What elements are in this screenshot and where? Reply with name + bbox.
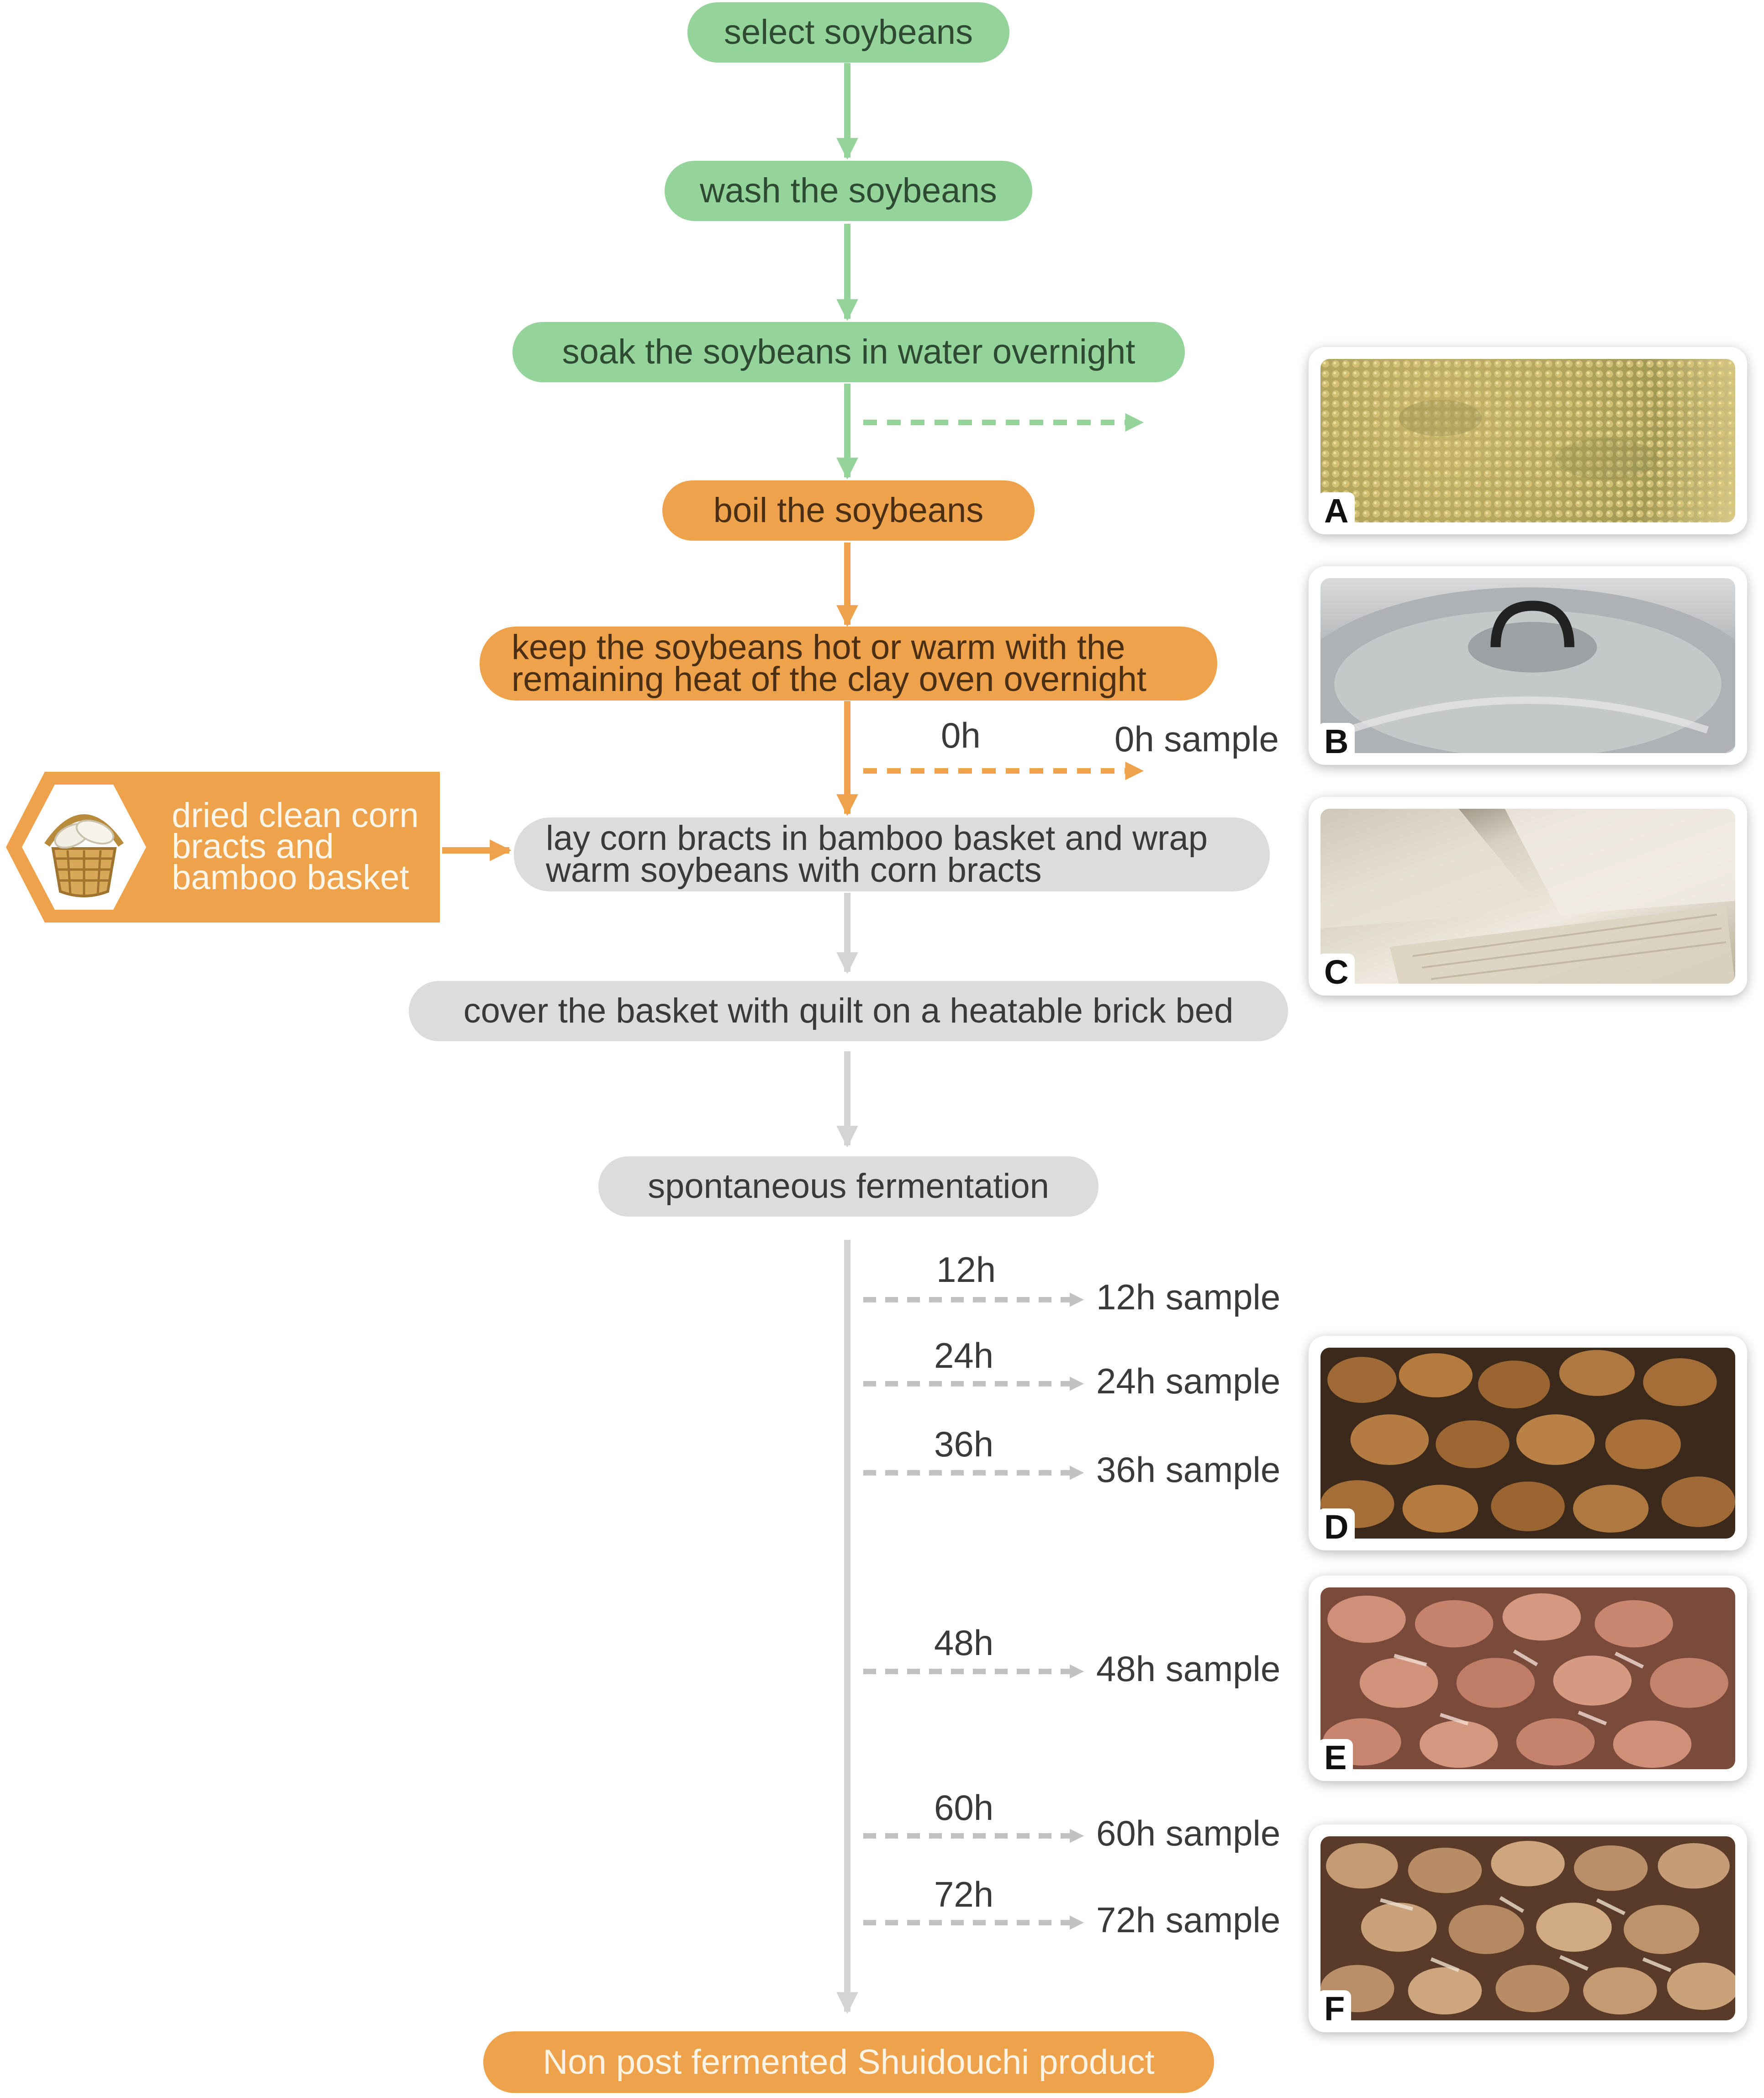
- step-spontaneous-fermentation: spontaneous fermentation: [598, 1156, 1099, 1217]
- input-label-line2: bracts and: [172, 827, 334, 866]
- input-label-line3: bamboo basket: [172, 858, 409, 897]
- step-soak-soybeans: soak the soybeans in water overnight: [512, 322, 1185, 382]
- time-label-60h: 60h: [934, 1787, 994, 1828]
- step-keep-warm-line1: keep the soybeans hot or warm with the: [512, 628, 1125, 667]
- photo-letter-b: B: [1318, 723, 1355, 760]
- step-keep-warm: [480, 627, 1217, 701]
- photo-letter-e: E: [1318, 1739, 1353, 1776]
- photo-f-fermented-soybeans: [1309, 1824, 1747, 2032]
- step-lay-line1: lay corn bracts in bamboo basket and wrap: [546, 819, 1208, 858]
- sample-label-36h: 36h sample: [1096, 1450, 1281, 1490]
- step-keep-warm-line2: remaining heat of the clay oven overnight: [512, 660, 1146, 699]
- sample-label-72h: 72h sample: [1096, 1900, 1281, 1940]
- photo-a-soaked-soybeans: [1309, 347, 1747, 534]
- input-label-line1: dried clean corn: [172, 796, 419, 835]
- step-select-soybeans: select soybeans: [687, 2, 1009, 63]
- time-label-36h: 36h: [934, 1424, 994, 1464]
- input-corn-bracts-basket: [4, 772, 440, 922]
- sample-label-24h: 24h sample: [1096, 1361, 1281, 1401]
- photo-letter-c: C: [1318, 954, 1355, 991]
- step-boil-soybeans: boil the soybeans: [662, 480, 1035, 541]
- time-label-72h: 72h: [934, 1874, 994, 1914]
- time-label-0h: 0h: [941, 715, 981, 755]
- sample-label-12h: 12h sample: [1096, 1277, 1281, 1317]
- photo-letter-f: F: [1318, 1990, 1351, 2028]
- step-lay-line2: warm soybeans with corn bracts: [546, 851, 1042, 890]
- photo-c-corn-bracts: [1309, 797, 1747, 996]
- photo-d-fermented-soybeans: [1309, 1336, 1747, 1550]
- step-lay-corn-bracts: [514, 817, 1270, 891]
- sample-label-48h: 48h sample: [1096, 1649, 1281, 1689]
- time-label-12h: 12h: [936, 1249, 996, 1290]
- time-label-48h: 48h: [934, 1623, 994, 1663]
- photo-letter-a: A: [1318, 492, 1355, 530]
- photo-b-covered-pot: [1309, 566, 1747, 765]
- step-cover-basket: cover the basket with quilt on a heatable brick bed: [409, 981, 1288, 1041]
- photo-e-fermented-soybeans: [1309, 1576, 1747, 1781]
- step-wash-soybeans: wash the soybeans: [665, 161, 1032, 221]
- sample-label-0h: 0h sample: [1114, 719, 1279, 759]
- photo-letter-d: D: [1318, 1508, 1355, 1546]
- basket-icon: [47, 816, 121, 897]
- step-final-product: Non post fermented Shuidouchi product: [483, 2031, 1214, 2093]
- sample-label-60h: 60h sample: [1096, 1813, 1281, 1853]
- input-label: [172, 796, 419, 897]
- time-label-24h: 24h: [934, 1335, 994, 1376]
